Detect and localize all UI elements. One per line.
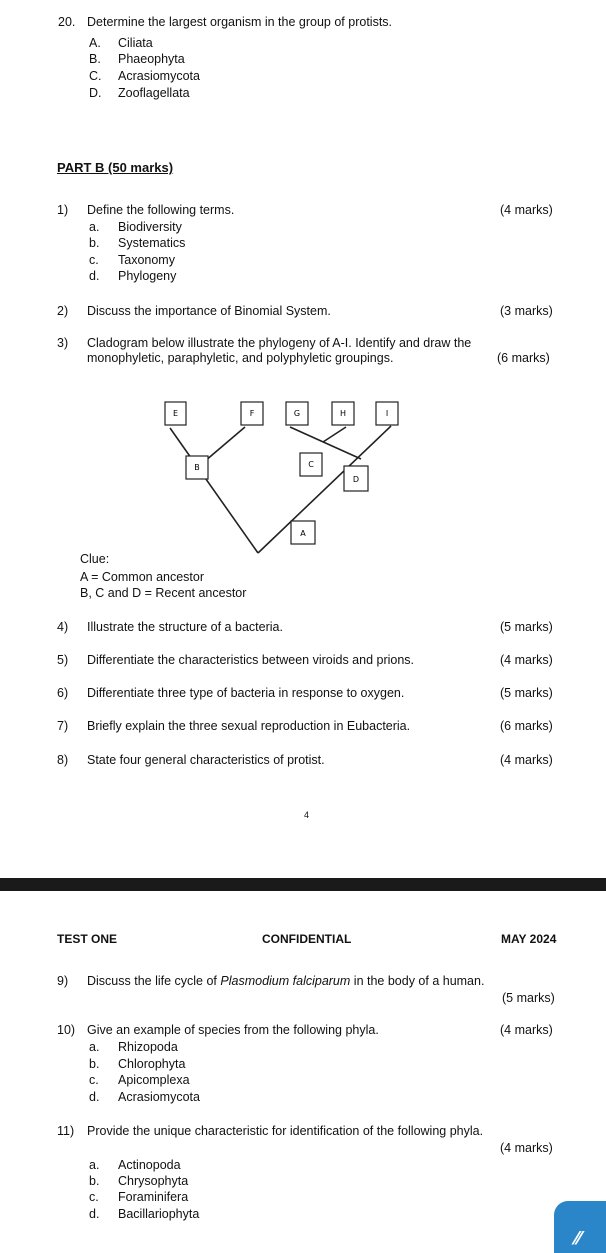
q1-item-text: Taxonomy [118, 253, 175, 267]
node-label-b: B [194, 463, 200, 472]
q6-text: Differentiate three type of bacteria in response to oxygen. [87, 686, 405, 700]
q20-option-letter: C. [89, 69, 102, 83]
q1-item-letter: a. [89, 220, 100, 234]
corner-badge-icon: ⁄⁄ [575, 1228, 582, 1249]
q3-line1: Cladogram below illustrate the phylogeny of A-I. Identify and draw the [87, 336, 472, 350]
tip-label-e: E [172, 409, 179, 418]
q11-marks: (4 marks) [500, 1141, 553, 1155]
q11-text: Provide the unique characteristic for identification of the following phyla. [87, 1124, 484, 1138]
node-label-d: D [352, 475, 360, 484]
q2-marks: (3 marks) [500, 304, 553, 318]
clue-line2: B, C and D = Recent ancestor [80, 586, 247, 600]
q10-item-letter: b. [89, 1057, 100, 1071]
cladogram-tip-boxes [165, 402, 398, 425]
q1-item-text: Phylogeny [118, 269, 177, 283]
q4-text: Illustrate the structure of a bacteria. [87, 620, 283, 634]
header-confidential: CONFIDENTIAL [262, 932, 352, 946]
q11-item-text: Bacillariophyta [118, 1207, 200, 1221]
header-date: MAY 2024 [501, 932, 557, 946]
q1-item-letter: d. [89, 269, 100, 283]
q20-text: Determine the largest organism in the group of protists. [87, 15, 393, 29]
q1-item-text: Biodiversity [118, 220, 182, 234]
q10-item-text: Acrasiomycota [118, 1090, 200, 1104]
branch-a-to-e [170, 428, 258, 553]
tip-label-i: I [385, 409, 389, 418]
q3-marks: (6 marks) [497, 351, 550, 365]
q20-option-text: Acrasiomycota [118, 69, 200, 83]
q11-item-text: Chrysophyta [118, 1174, 189, 1188]
node-label-a: A [300, 529, 306, 538]
tip-label-g: G [293, 409, 301, 418]
q20-option-letter: A. [89, 36, 101, 50]
q9-text [87, 974, 484, 988]
q10-item-letter: a. [89, 1040, 100, 1054]
q5-text: Differentiate the characteristics between viroids and prions. [87, 653, 415, 667]
q20-option-letter: B. [89, 52, 101, 66]
q10-marks: (4 marks) [500, 1023, 553, 1037]
q1-item-text: Systematics [118, 236, 186, 250]
q6-marks: (5 marks) [500, 686, 553, 700]
q9-marks: (5 marks) [502, 991, 555, 1005]
page-number: 4 [304, 810, 310, 820]
clue-title: Clue: [80, 552, 110, 566]
tip-label-f: F [249, 409, 255, 418]
q11-number: 11) [57, 1124, 75, 1138]
q10-number: 10) [57, 1023, 76, 1037]
q1-number: 1) [57, 203, 69, 217]
branch-a-to-i [258, 426, 391, 553]
q5-number: 5) [57, 653, 69, 667]
q1-marks: (4 marks) [500, 203, 553, 217]
q11-item-letter: d. [89, 1207, 100, 1221]
q7-number: 7) [57, 719, 69, 733]
part-b-title: PART B (50 marks) [57, 160, 174, 175]
q1-item-letter: b. [89, 236, 100, 250]
q20-option-letter: D. [89, 86, 102, 100]
q20-option-text: Zooflagellata [118, 86, 190, 100]
q2-number: 2) [57, 304, 69, 318]
q8-text: State four general characteristics of protist. [87, 753, 325, 767]
q10-text: Give an example of species from the following phyla. [87, 1023, 379, 1037]
q9-text-before: Discuss the life cycle of [87, 974, 221, 988]
q4-marks: (5 marks) [500, 620, 553, 634]
cladogram-node-boxes [186, 453, 368, 544]
cladogram [0, 0, 606, 620]
q11-item-text: Foraminifera [118, 1190, 189, 1204]
q4-number: 4) [57, 620, 69, 634]
header-test-one: TEST ONE [57, 932, 118, 946]
q5-marks: (4 marks) [500, 653, 553, 667]
q10-item-letter: c. [89, 1073, 99, 1087]
q8-marks: (4 marks) [500, 753, 553, 767]
tip-label-h: H [339, 409, 347, 418]
q11-item-letter: b. [89, 1174, 100, 1188]
q1-text: Define the following terms. [87, 203, 235, 217]
q7-text: Briefly explain the three sexual reproduction in Eubacteria. [87, 719, 411, 733]
q20-option-text: Phaeophyta [118, 52, 185, 66]
q10-item-text: Rhizopoda [118, 1040, 178, 1054]
q1-item-letter: c. [89, 253, 99, 267]
q6-number: 6) [57, 686, 69, 700]
clue-line1: A = Common ancestor [80, 570, 205, 584]
q10-item-text: Chlorophyta [118, 1057, 186, 1071]
node-label-c: C [308, 460, 314, 469]
q7-marks: (6 marks) [500, 719, 553, 733]
q11-item-letter: c. [89, 1190, 99, 1204]
q9-number: 9) [57, 974, 69, 988]
branch-to-h [323, 427, 346, 442]
q2-text: Discuss the importance of Binomial System. [87, 304, 331, 318]
q20-number: 20. [58, 15, 76, 29]
q20-option-text: Ciliata [118, 36, 153, 50]
q8-number: 8) [57, 753, 69, 767]
page-separator [0, 878, 606, 891]
q9-text-after: in the body of a human. [350, 974, 485, 988]
q11-item-letter: a. [89, 1158, 100, 1172]
q10-item-letter: d. [89, 1090, 100, 1104]
q9-species-name: Plasmodium falciparum [220, 974, 351, 988]
q3-number: 3) [57, 336, 69, 350]
q11-item-text: Actinopoda [118, 1158, 181, 1172]
q10-item-text: Apicomplexa [118, 1073, 190, 1087]
q3-line2: monophyletic, paraphyletic, and polyphyletic groupings. [87, 351, 394, 365]
